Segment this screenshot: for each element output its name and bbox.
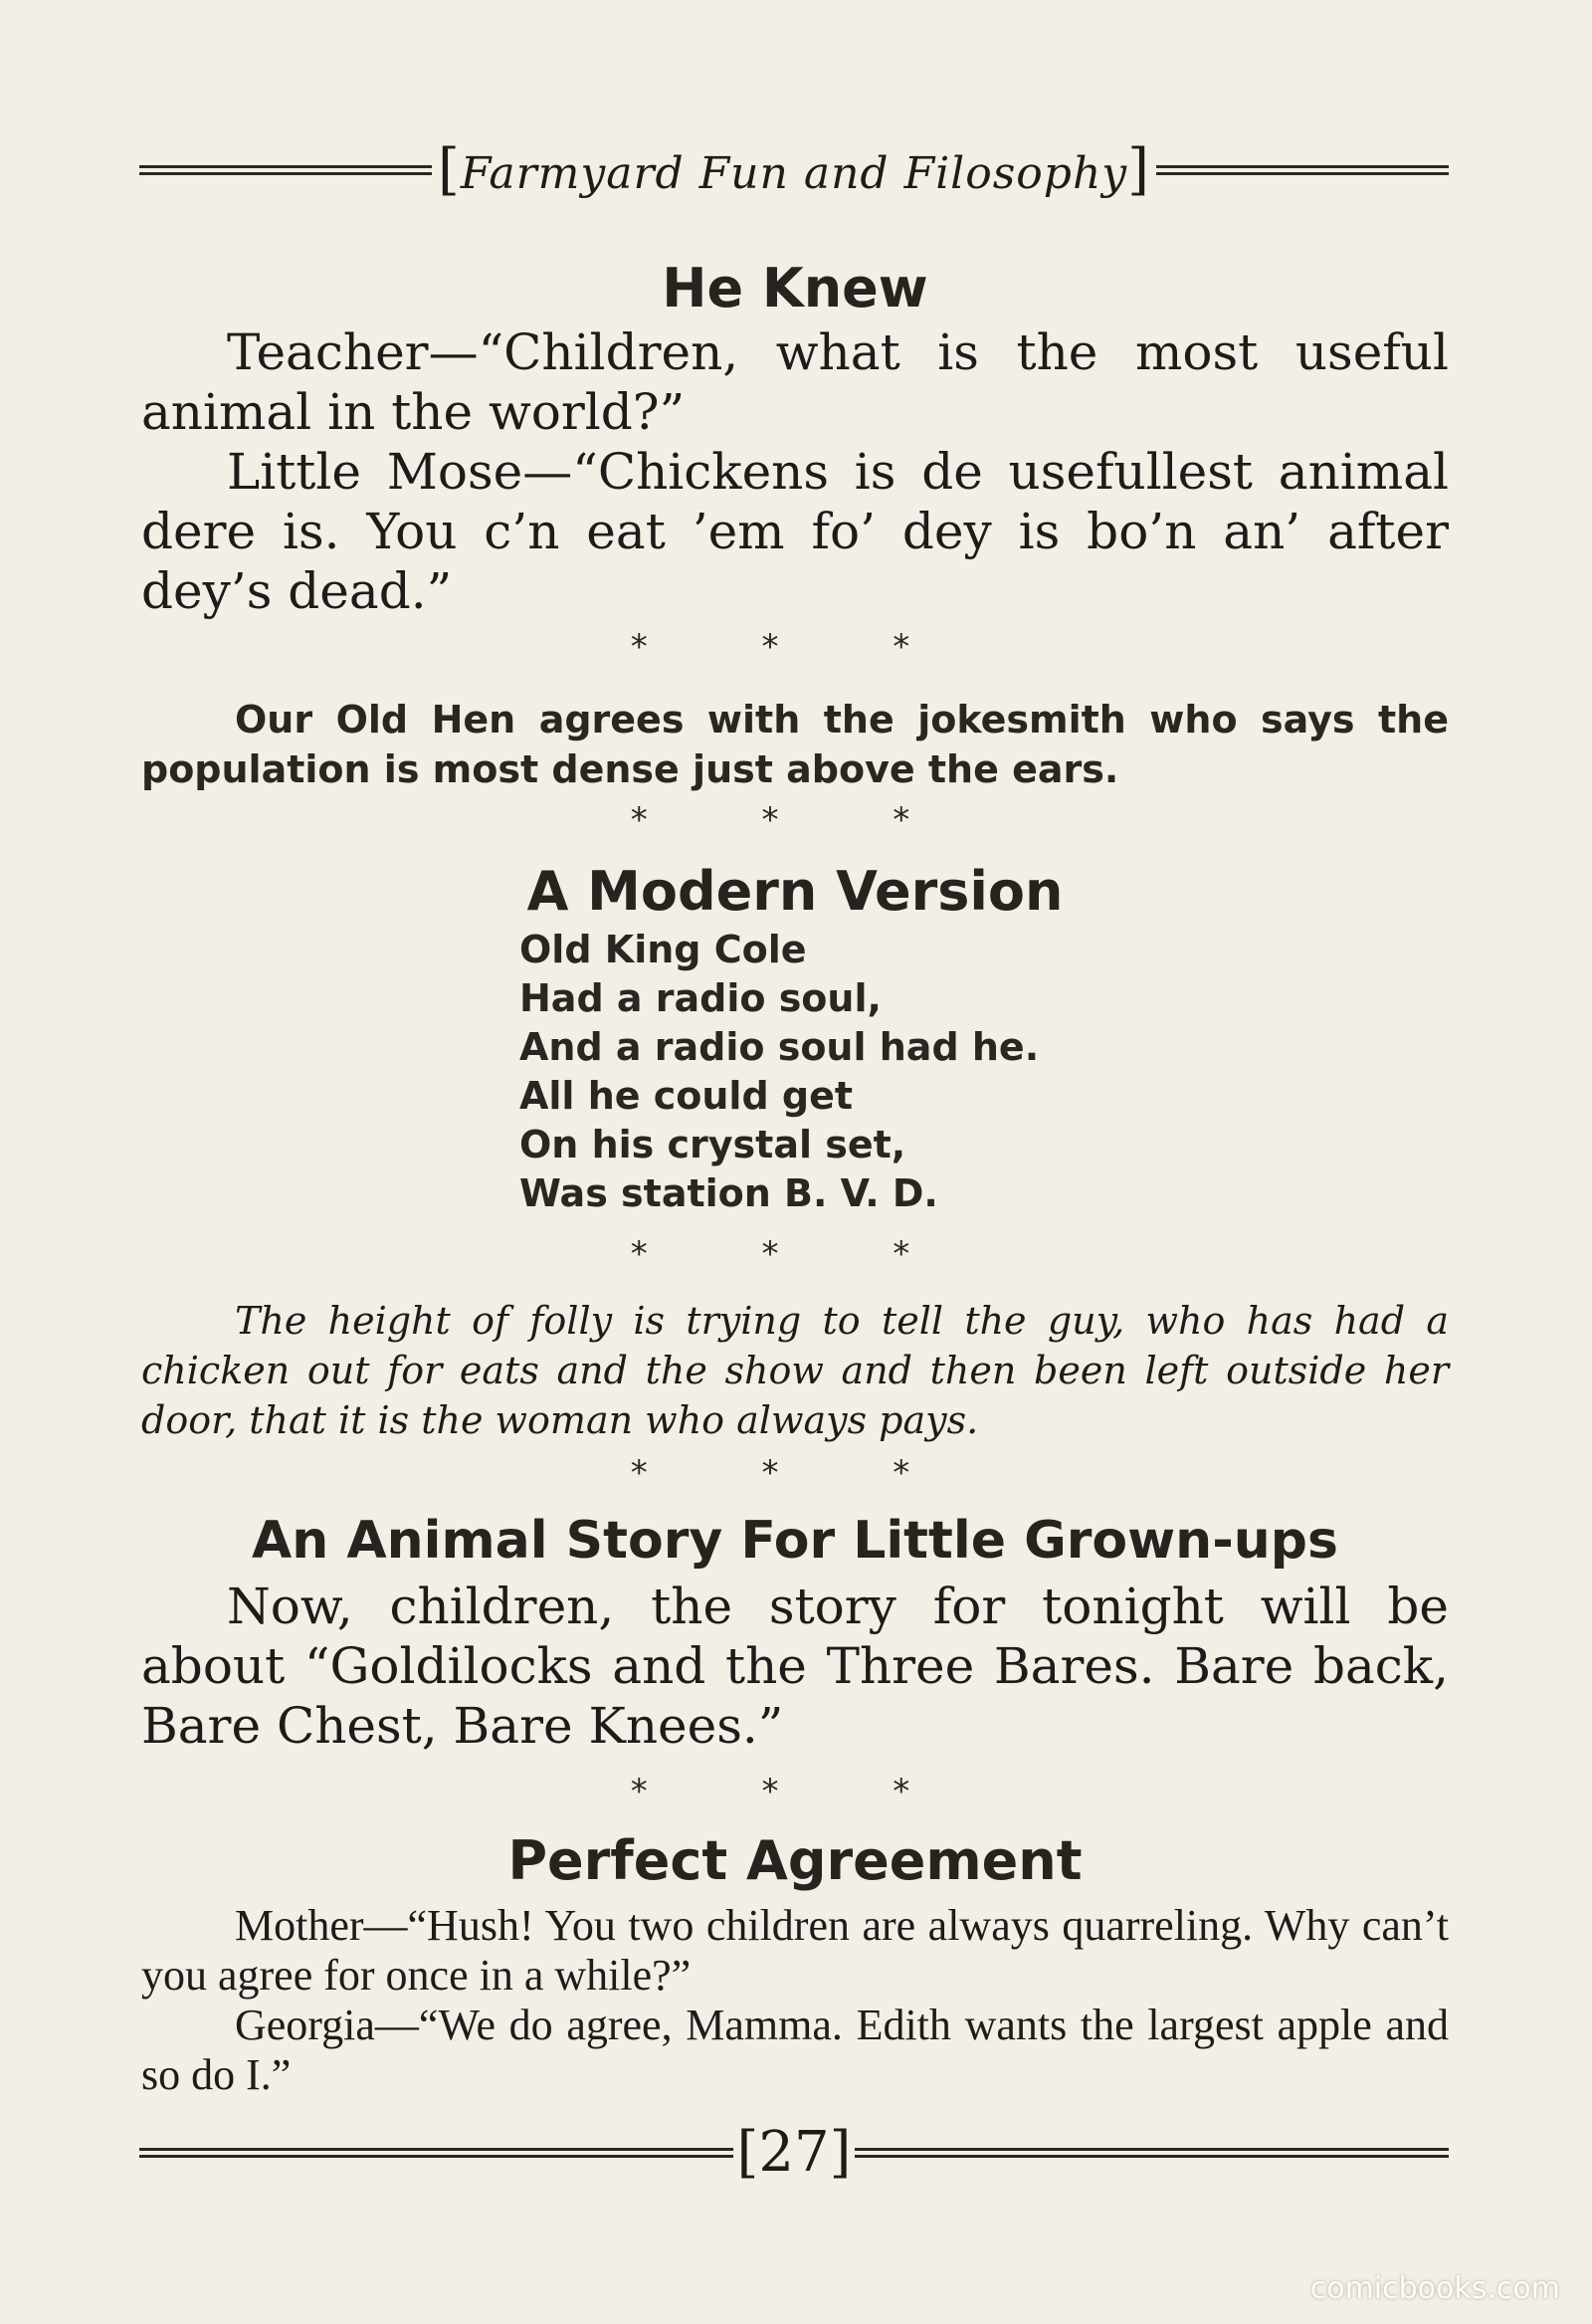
paragraph: Our Old Hen agrees with the jokesmith who says the population is most dense just above the ears. [141, 698, 1449, 791]
section-he-knew [141, 322, 1449, 621]
section-folly [141, 1296, 1449, 1445]
paragraph: Georgia—“We do agree, Mamma. Edith wants the largest apple and so do I.” [141, 2001, 1449, 2099]
section-old-hen [141, 695, 1449, 794]
page-number: [27] [736, 2120, 852, 2185]
section-perfect-agreement [141, 1901, 1449, 2100]
running-title [432, 137, 1156, 202]
section-title-modern-version: A Modern Version [526, 860, 1064, 923]
running-title-text: Farmyard Fun and Filosophy [460, 148, 1128, 199]
poem-line: Had a radio soul, [519, 976, 882, 1020]
section-title-animal-story: An Animal Story For Little Grown-ups [252, 1511, 1338, 1571]
open-bracket: [ [437, 137, 461, 202]
page-footer [139, 2120, 1449, 2185]
separator: * * * [630, 800, 962, 840]
paragraph: The height of folly is trying to tell the guy, who has had a chicken out for eats and the show and then been left outside her door, that it is the woman who always pays. [141, 1299, 1449, 1442]
poem-line: And a radio soul had he. [519, 1025, 1040, 1069]
header-rule-right [1156, 165, 1449, 175]
poem-line: All he could get [519, 1074, 854, 1118]
separator: * * * [630, 627, 962, 667]
paragraph: Little Mose—“Chickens is de usefullest animal dere is. You c’n eat ’em fo’ dey is bo’n an’ after dey’s dead.” [141, 443, 1449, 620]
close-bracket: ] [1127, 137, 1151, 202]
section-title-perfect-agreement: Perfect Agreement [507, 1829, 1083, 1892]
header-rule-left [139, 165, 432, 175]
paragraph: Teacher—“Children, what is the most useful animal in the world?” [141, 323, 1449, 441]
separator: * * * [630, 1453, 962, 1493]
section-title-he-knew: He Knew [662, 257, 928, 319]
poem [519, 926, 1039, 1218]
section-animal-story [141, 1577, 1449, 1756]
watermark: comicbooks.com [1309, 2271, 1560, 2306]
poem-line: Old King Cole [519, 928, 807, 971]
poem-line: On his crystal set, [519, 1123, 906, 1166]
paragraph: Now, children, the story for tonight will be about “Goldilocks and the Three Bares. Bare back, Bare Chest, Bare Knees.” [141, 1578, 1449, 1755]
paragraph: Mother—“Hush! You two children are always quarreling. Why can’t you agree for once in a while?” [141, 1901, 1449, 2000]
footer-rule-right [855, 2148, 1449, 2158]
separator: * * * [630, 1772, 962, 1811]
poem-line: Was station B. V. D. [519, 1171, 938, 1215]
page-header [139, 137, 1449, 202]
separator: * * * [630, 1234, 962, 1274]
footer-rule-left [139, 2148, 733, 2158]
